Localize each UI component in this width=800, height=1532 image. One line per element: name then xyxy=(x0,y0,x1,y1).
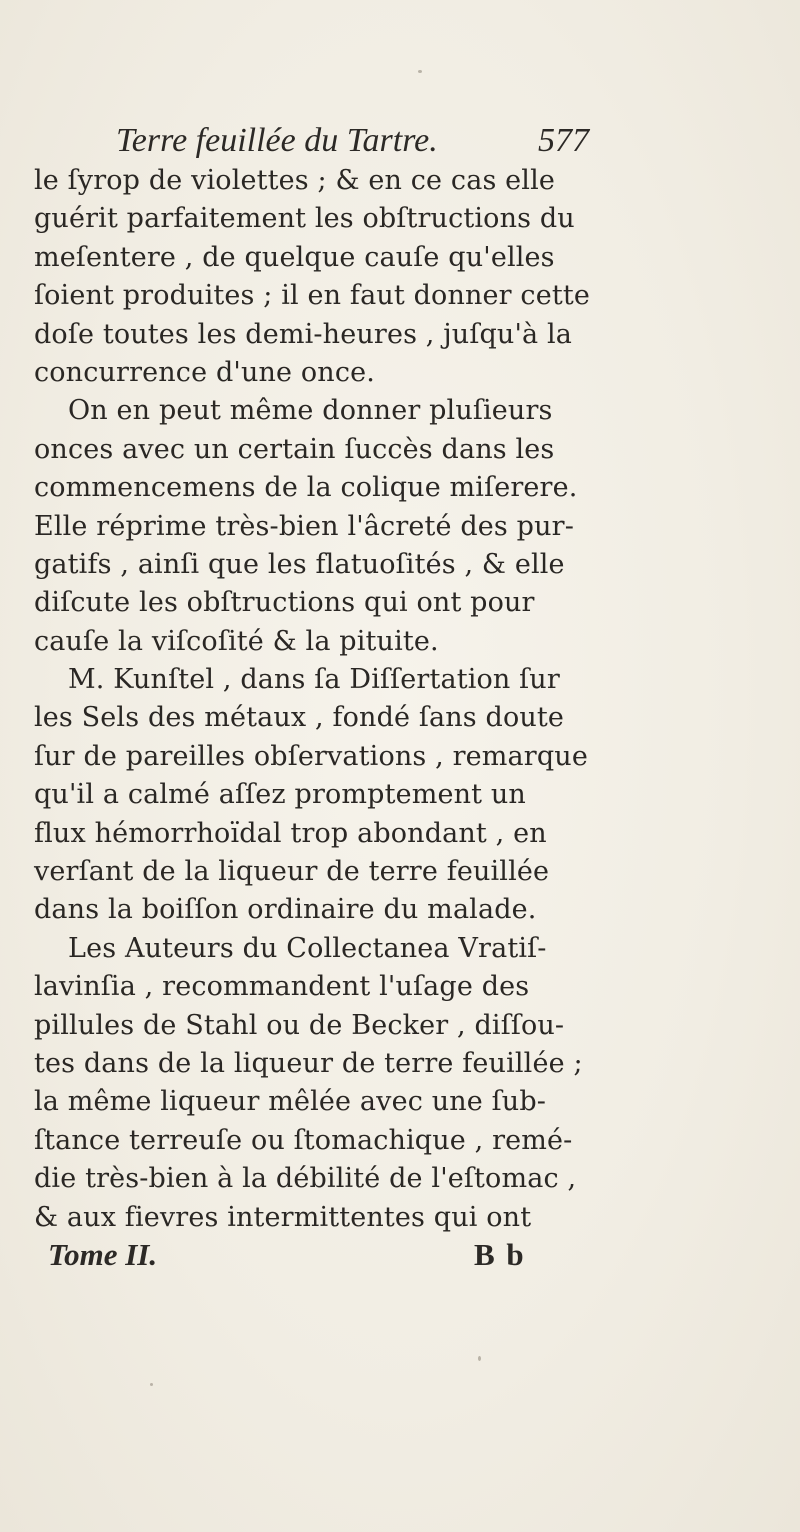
text-line: commencemens de la colique miſerere. xyxy=(34,472,578,504)
text-line: dans la boiſſon ordinaire du malade. xyxy=(34,894,537,926)
text-line: onces avec un certain ſuccès dans les xyxy=(34,433,555,465)
page-header xyxy=(34,118,634,162)
text-line: qu'il a calmé aſſez promptement un xyxy=(34,779,526,811)
text-line: cauſe la viſcoſité & la pituite. xyxy=(34,625,439,657)
volume-mark: Tome II. xyxy=(48,1236,158,1272)
body-text xyxy=(34,162,634,1237)
text-line: verſant de la liqueur de terre feuillée xyxy=(34,856,550,888)
text-line: le ſyrop de violettes ; & en ce cas elle xyxy=(34,165,556,196)
page-text-block xyxy=(34,118,634,1277)
text-line: gatifs , ainſi que les flatuoſités , & elle xyxy=(34,548,565,580)
text-line: pillules de Stahl ou de Becker , diſſou- xyxy=(34,1009,565,1041)
text-line: Elle réprime très-bien l'âcreté des pur- xyxy=(34,510,574,542)
text-line: guérit parfaitement les obſtructions du xyxy=(34,203,575,235)
text-line: & aux fievres intermittentes qui ont xyxy=(34,1201,532,1233)
text-line: M. Kunſtel , dans ſa Diſſertation ſur xyxy=(68,664,560,696)
text-line: Les Auteurs du Collectanea Vratiſ- xyxy=(68,932,547,964)
text-line: lavinſia , recommandent l'uſage des xyxy=(34,971,530,1003)
paper-speck xyxy=(150,1383,153,1386)
text-line: ſoient produites ; il en faut donner cette xyxy=(34,280,590,312)
paper-speck xyxy=(418,70,422,73)
text-line: diſcute les obſtructions qui ont pour xyxy=(34,587,535,619)
text-line: ſtance terreuſe ou ſtomachique , remé- xyxy=(34,1124,573,1156)
text-line: tes dans de la liqueur de terre feuillée ; xyxy=(34,1047,583,1079)
text-line: meſentere , de quelque cauſe qu'elles xyxy=(34,241,555,273)
text-line: On en peut même donner pluſieurs xyxy=(68,395,553,427)
signature-mark: B b xyxy=(474,1236,526,1272)
text-line: concurrence d'une once. xyxy=(34,356,375,388)
text-line: ſur de pareilles obſervations , remarque xyxy=(34,740,588,772)
text-line: doſe toutes les demi-heures , juſqu'à la xyxy=(34,318,573,350)
text-line: die très-bien à la débilité de l'eſtomac , xyxy=(34,1163,577,1195)
text-line: la même liqueur mêlée avec une ſub- xyxy=(34,1086,547,1118)
paper-speck xyxy=(478,1356,481,1361)
text-line: flux hémorrhoïdal trop abondant , en xyxy=(34,817,547,849)
page-number: 577 xyxy=(538,122,589,159)
page-footer xyxy=(34,1237,634,1277)
text-line: les Sels des métaux , fondé ſans doute xyxy=(34,702,565,734)
running-title: Terre feuillée du Tartre. xyxy=(116,122,438,159)
